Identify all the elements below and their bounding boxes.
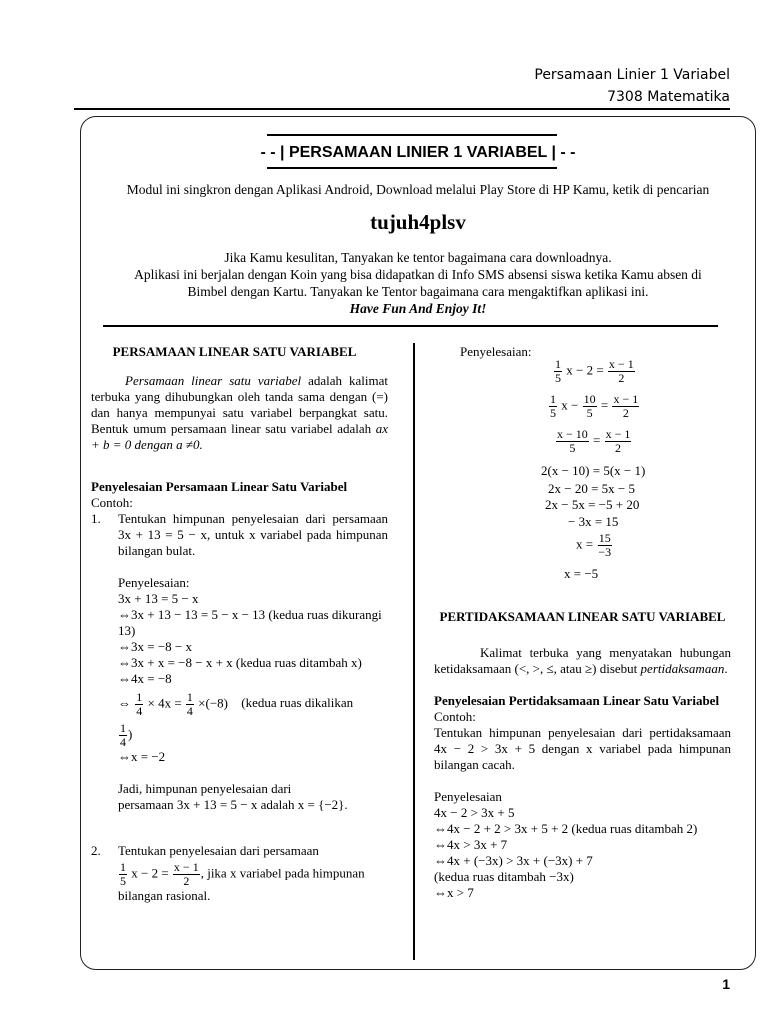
step-6-mid: × 4x =: [147, 695, 182, 711]
plsv-solution-title: Penyelesaian Persamaan Linear Satu Variabel: [91, 479, 348, 494]
help-line-3: Bimbel dengan Kartu. Tanyakan ke Tentor bagaimana cara mengaktifkan aplikasi ini.: [187, 284, 649, 299]
equation-5: 2x − 20 = 5x − 5: [548, 481, 635, 496]
running-header: [534, 64, 730, 108]
fraction-one-quarter: [135, 691, 143, 718]
step-6-end: ×(−8): [198, 695, 228, 711]
left-column: [91, 344, 388, 904]
ineq-step-4: ⇔4x + (−3x) > 3x + (−3x) + 7: [434, 853, 593, 868]
frac-den: 2: [183, 874, 190, 888]
step-6-note-close: [118, 722, 388, 749]
example-1-solution-label: Penyelesaian:: [118, 575, 190, 590]
ptlsv-def-text: Kalimat terbuka yang menyatakan hubungan ketidaksamaan (<, >, ≤, atau ≥) disebut: [434, 645, 731, 676]
eq-left: x − 2 =: [131, 865, 169, 881]
ptlsv-definition: [434, 645, 731, 677]
right-column-lower: [434, 609, 731, 901]
frac-num: 1: [550, 392, 556, 406]
frac-num: 1: [120, 721, 126, 735]
example-1: [91, 511, 388, 813]
frac-x1-2: [605, 428, 632, 455]
ptlsv-solution-title: Penyelesaian Pertidaksamaan Linear Satu Variabel: [434, 693, 720, 708]
module-title: - - | PERSAMAAN LINIER 1 VARIABEL | - -: [260, 144, 576, 161]
frac-num: 1: [120, 860, 126, 874]
close-paren: ): [128, 726, 133, 742]
example-2-rest: , jika x variabel pada himpunan bilangan rasional.: [118, 865, 365, 903]
frac-den: 4: [186, 704, 193, 718]
title-rule-bottom: [267, 167, 557, 169]
ptlsv-term: pertidaksamaan: [640, 661, 725, 676]
frac-den: 5: [569, 441, 576, 455]
frac-den: 2: [622, 406, 629, 420]
plsv-general-form: ax + b = 0 dengan a ≠0.: [91, 421, 388, 452]
enjoy-line: Have Fun And Enjoy It!: [349, 301, 487, 316]
example-1-number: 1.: [91, 511, 101, 526]
step-6: [118, 691, 388, 718]
step-3: ⇔3x = −8 − x: [118, 639, 192, 654]
equation-6: 2x − 5x = −5 + 20: [545, 497, 640, 512]
ineq-step-5: (kedua ruas ditambah −3x): [434, 869, 574, 884]
solution-label: Penyelesaian:: [460, 344, 532, 359]
example-2-question: Tentukan penyelesaian dari persamaan: [118, 843, 319, 858]
equation-1: [553, 358, 636, 385]
eq2-equals: =: [600, 397, 609, 413]
help-text: [90, 249, 746, 317]
frac-15-neg3: [597, 532, 612, 559]
fraction-one-quarter-3: [119, 722, 127, 749]
step-5: ⇔4x = −8: [118, 671, 172, 686]
ptlsv-question: Tentukan himpunan penyelesaian dari pertidaksamaan 4x − 2 > 3x + 5 dengan x variabel pada himpunan bilangan cacah.: [434, 725, 731, 772]
step-1: 3x + 13 = 5 − x: [118, 591, 199, 606]
frac-num: x − 1: [613, 392, 639, 406]
help-line-1: Jika Kamu kesulitan, Tanyakan ke tentor bagaimana cara downloadnya.: [224, 250, 612, 265]
header-title: Persamaan Linier 1 Variabel: [534, 67, 730, 83]
example-2: [91, 843, 388, 904]
frac-1-5: [549, 393, 557, 420]
frac-den: 2: [615, 441, 622, 455]
column-divider: [413, 343, 415, 960]
ptlsv-def-end: .: [724, 661, 728, 676]
equiv-symbol: ⇔: [118, 695, 131, 711]
eq1-mid: x − 2 =: [566, 362, 604, 378]
contoh-label: Contoh:: [91, 495, 133, 510]
ptlsv-contoh: Contoh:: [434, 709, 476, 724]
plsv-section-title: PERSAMAAN LINEAR SATU VARIABEL: [112, 344, 357, 359]
frac-x10-5: [556, 428, 589, 455]
equation-9: x = −5: [564, 566, 599, 581]
frac-num: 10: [583, 392, 596, 406]
frac-num: x − 1: [608, 357, 634, 371]
frac-x1-2: [612, 393, 639, 420]
equation-7: − 3x = 15: [568, 514, 619, 529]
fraction-x-minus-1-over-2: [173, 861, 200, 888]
equation-3: [555, 428, 632, 455]
page-number: 1: [722, 976, 730, 992]
eq3-equals: =: [593, 432, 601, 448]
app-search-keyword: tujuh4plsv: [370, 210, 466, 234]
frac-10-5: [583, 393, 597, 420]
conclusion-line-2: persamaan 3x + 13 = 5 − x adalah x = {−2}.: [118, 797, 348, 812]
frac-den: 5: [120, 874, 126, 888]
header-rule: [74, 108, 730, 110]
example-2-equation: [118, 861, 388, 904]
help-line-2: Aplikasi ini berjalan dengan Koin yang bisa didapatkan di Info SMS absensi siswa ketika Kamu absen di: [134, 267, 702, 282]
ineq-step-1: 4x − 2 > 3x + 5: [434, 805, 515, 820]
equation-8: [576, 532, 613, 559]
step-2: ⇔3x + 13 − 13 = 5 − x − 13 (kedua ruas dikurangi 13): [118, 607, 382, 638]
ptlsv-solution-label: Penyelesaian: [434, 789, 502, 804]
ineq-step-6: ⇔x > 7: [434, 885, 474, 900]
intro-text: Modul ini singkron dengan Aplikasi Android, Download melalui Play Store di HP Kamu, ketik di pencarian: [126, 182, 710, 197]
eq8-pre: x =: [576, 536, 594, 552]
equation-2: [548, 393, 640, 420]
step-4: ⇔3x + x = −8 − x + x (kedua ruas ditambah x): [118, 655, 362, 670]
frac-den: 5: [550, 406, 556, 420]
frac-den: 4: [136, 704, 143, 718]
frac-num: x − 1: [173, 860, 199, 874]
frac-1-5: [554, 358, 562, 385]
step-6-note: (kedua ruas dikalikan: [241, 695, 354, 711]
plsv-def-text: adalah kalimat terbuka yang dihubungkan oleh tanda sama dengan (=) dan hanya mempunyai satu variabel berpangkat satu. Bentuk umum persamaan linear satu variabel adalah: [91, 373, 388, 436]
frac-den: 4: [120, 735, 126, 749]
frac-num: 1: [186, 690, 193, 704]
section-divider: [103, 325, 718, 327]
frac-num: 1: [555, 357, 561, 371]
frac-num: x − 1: [605, 427, 631, 441]
step-7: ⇔x = −2: [118, 749, 166, 764]
example-1-question: Tentukan himpunan penyelesaian dari persamaan 3x + 13 = 5 − x, untuk x variabel pada himpunan bilangan bulat.: [118, 511, 388, 558]
frac-den: −3: [598, 545, 612, 559]
eq2-mid: x −: [561, 397, 579, 413]
frac-den: 2: [618, 371, 625, 385]
frac-den: 5: [555, 371, 561, 385]
frac-num: 1: [136, 690, 143, 704]
frac-num: x − 10: [557, 427, 588, 441]
equation-4: 2(x − 10) = 5(x − 1): [541, 463, 646, 478]
fraction-one-quarter-2: [186, 691, 194, 718]
title-rule-top: [267, 134, 557, 136]
fraction-one-fifth: [119, 861, 127, 888]
header-subject: 7308 Matematika: [607, 89, 730, 105]
frac-num: 15: [598, 531, 611, 545]
frac-den: 5: [586, 406, 593, 420]
conclusion-line-1: Jadi, himpunan penyelesaian dari: [118, 781, 292, 796]
ineq-step-2: ⇔4x − 2 + 2 > 3x + 5 + 2 (kedua ruas ditambah 2): [434, 821, 698, 836]
frac-x1-2: [608, 358, 635, 385]
ineq-step-3: ⇔4x > 3x + 7: [434, 837, 508, 852]
ptlsv-section-title: PERTIDAKSAMAAN LINEAR SATU VARIABEL: [439, 609, 726, 624]
plsv-definition: [91, 373, 388, 453]
plsv-term: Persamaan linear satu variabel: [125, 373, 302, 388]
example-2-number: 2.: [91, 843, 101, 858]
